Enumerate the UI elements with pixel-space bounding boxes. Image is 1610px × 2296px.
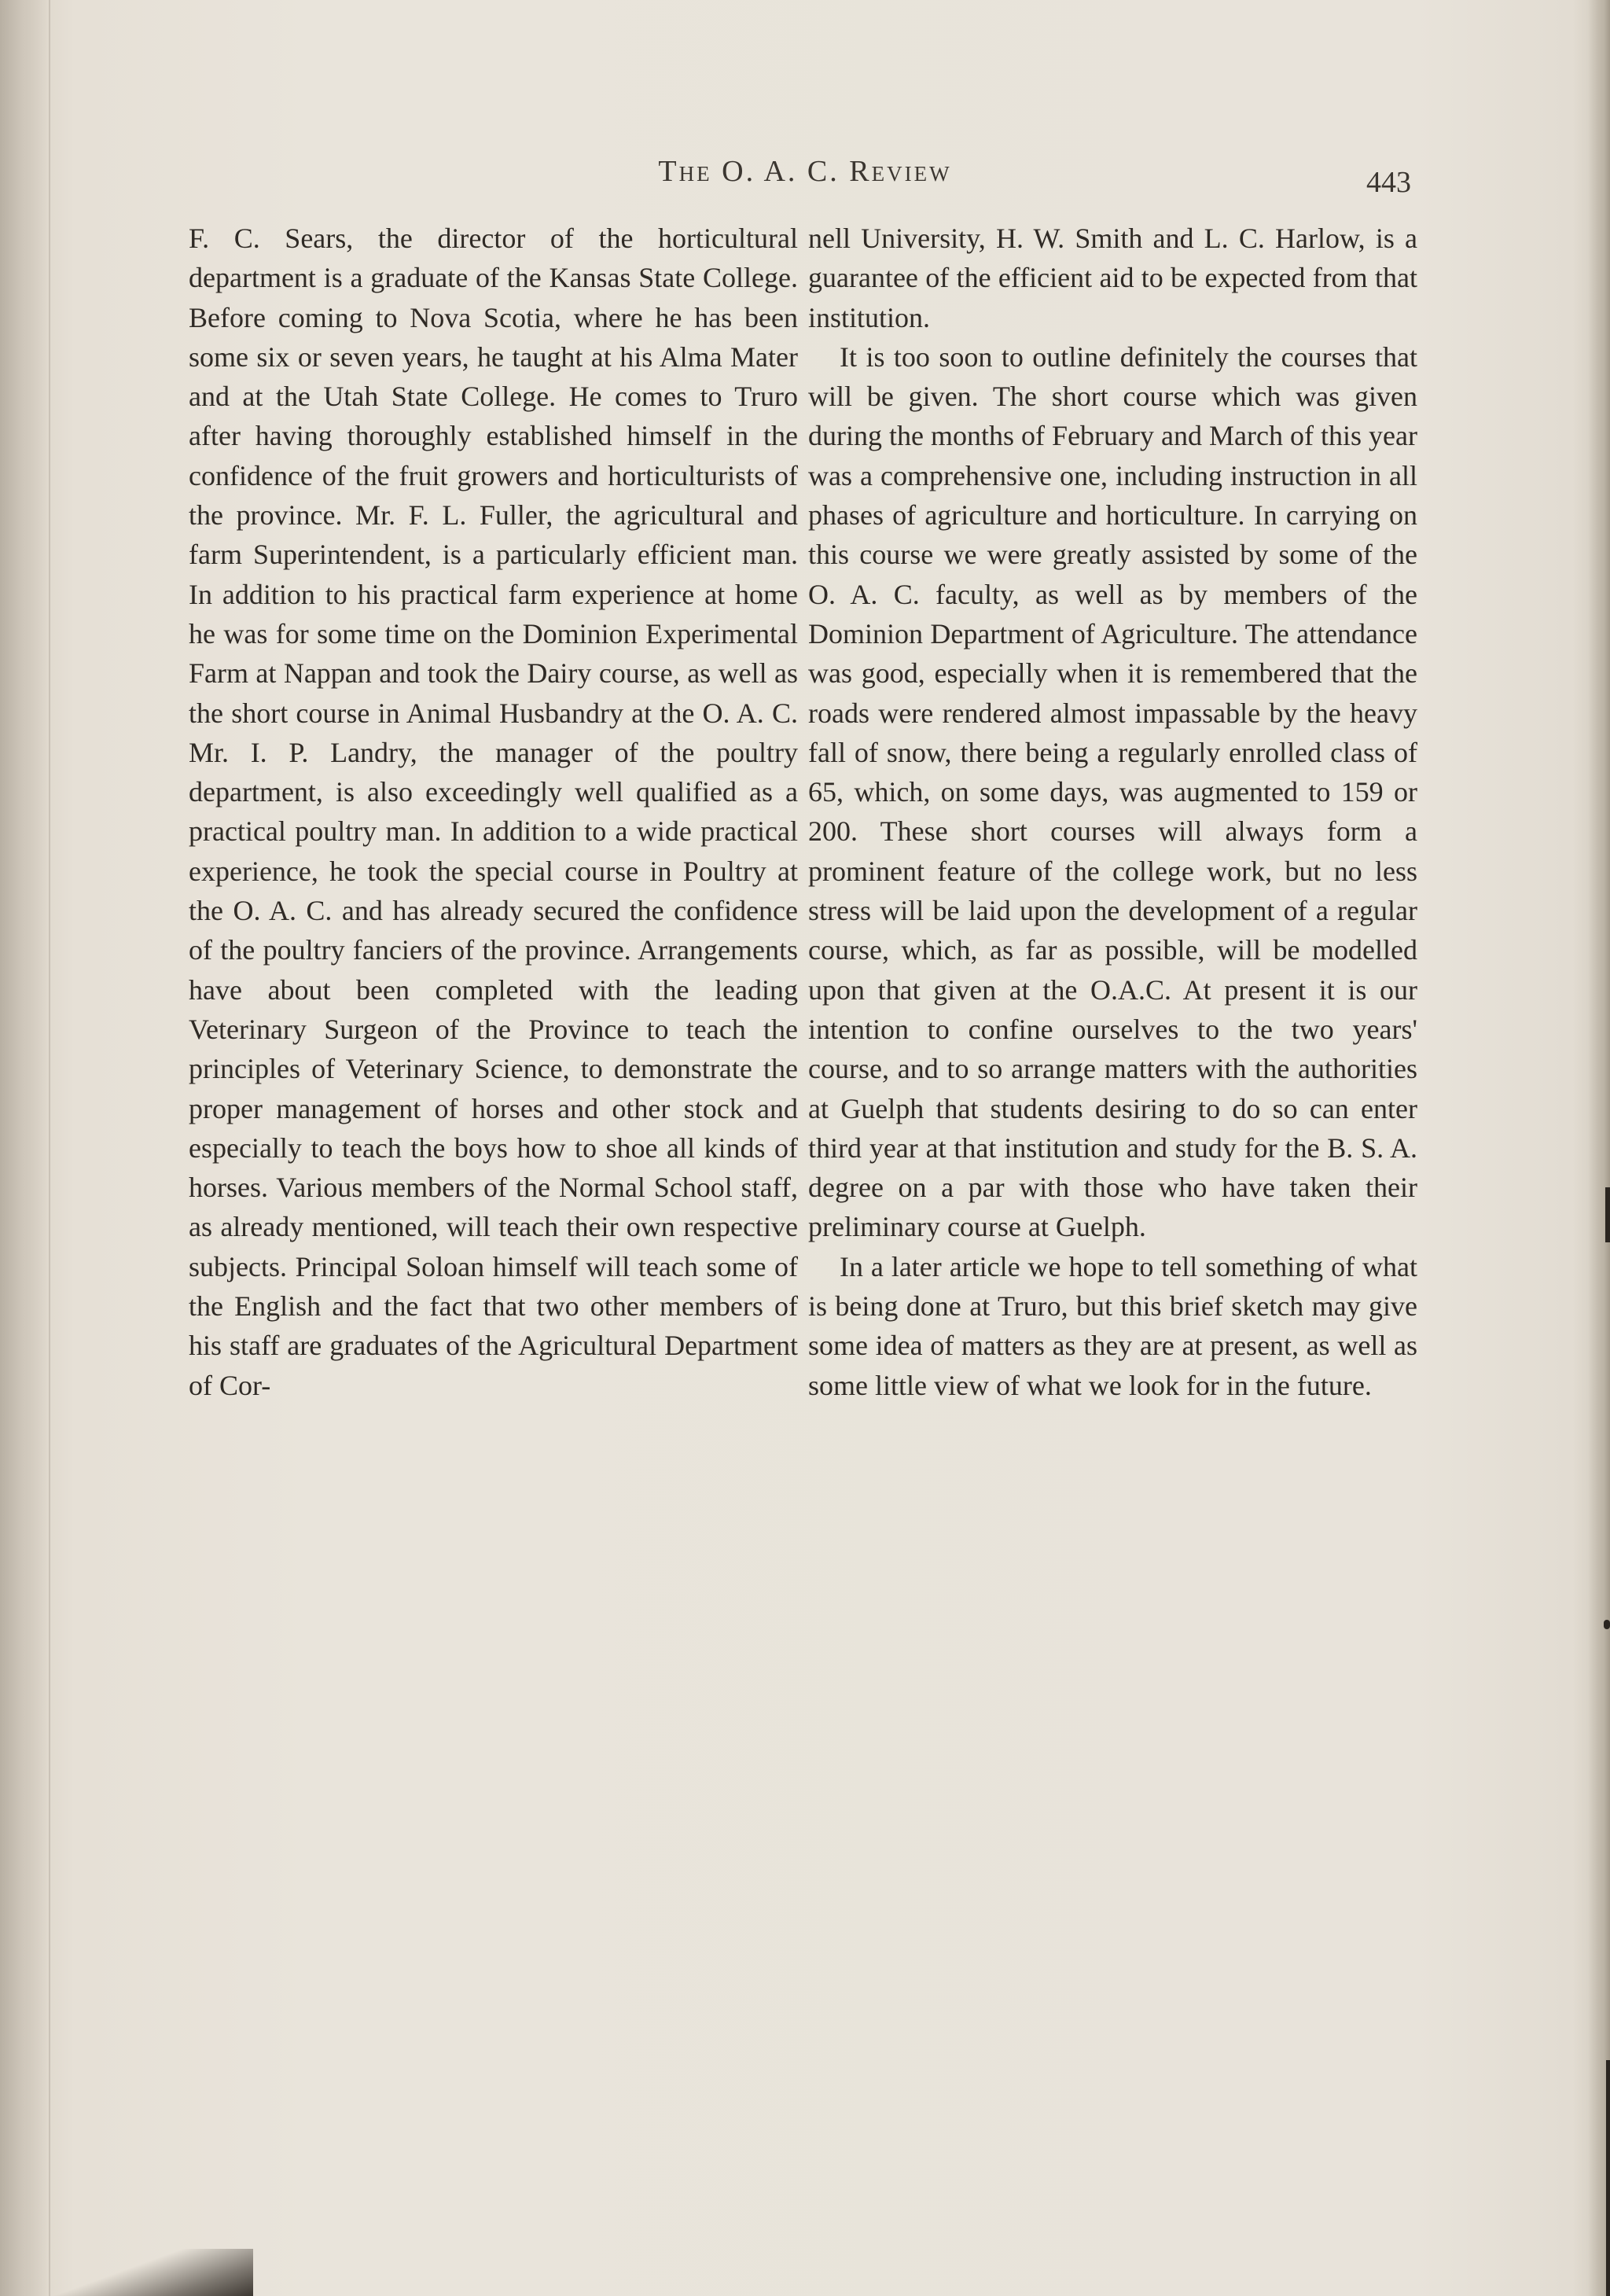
corner-shadow [49, 2249, 253, 2296]
page-number: 443 [1366, 166, 1411, 199]
gutter-line [49, 0, 50, 2296]
running-title: The O. A. C. Review [658, 155, 952, 188]
edge-mark [1606, 2060, 1610, 2296]
paragraph: F. C. Sears, the director of the horticultural department is a graduate of the Kansas State College. Before coming to Nova Scotia, where he has been some six or seven years, he taught at his Alma Mater and at the Utah State College. He comes to Truro after having thoroughly established himself in the confidence of the fruit growers and horticulturists of the province. Mr. F. L. Fuller, the agricultural and farm Superintendent, is a particularly efficient man. In addition to his practical farm experience at home he was for some time on the Dominion Experimental Farm at Nappan and took the Dairy course, as well as the short course in Animal Husbandry at the O. A. C. Mr. I. P. Landry, the manager of the poultry department, is also exceedingly well qualified as a practical poultry man. In addition to a wide practical experience, he took the special course in Poultry at the O. A. C. and has already secured the confidence of the poultry fanciers of the province. Arrangements have about been completed with the leading Veterinary Surgeon of the Province to teach the principles of Veterinary Science, to demonstrate the proper management of horses and other stock and especially to teach the boys how to shoe all kinds of horses. Various members of the Normal School staff, as already mentioned, will teach their own respective subjects. Principal Soloan himself will teach some of the English and the fact that two other members of his staff are graduates of the Agricultural Department of Cor- [189, 223, 798, 1401]
left-column [189, 219, 798, 1405]
edge-mark [1604, 1620, 1610, 1629]
paragraph: In a later article we hope to tell something of what is being done at Truro, but this brief sketch may give some idea of matters as they are at present, as well as some little view of what we look for in the future. [808, 1250, 1417, 1401]
paragraph: It is too soon to outline definitely the courses that will be given. The short course which was given during the months of February and March of this year was a comprehensive one, including instruction in all phases of agriculture and horticulture. In carrying on this course we were greatly assisted by some of the O. A. C. faculty, as well as by members of the Dominion Department of Agriculture. The attendance was good, especially when it is remembered that the roads were rendered almost impassable by the heavy fall of snow, there being a regularly enrolled class of 65, which, on some days, was augmented to 159 or 200. These short courses will always form a prominent feature of the college work, but no less stress will be laid upon the development of a regular course, which, as far as possible, will be modelled upon that given at the O.A.C. At present it is our intention to confine ourselves to the two years' course, and to so arrange matters with the authorities at Guelph that students desiring to do so can enter third year at that institution and study for the B. S. A. degree on a par with those who have taken their preliminary course at Guelph. [808, 340, 1417, 1243]
paragraph: nell University, H. W. Smith and L. C. Harlow, is a guarantee of the efficient aid to be expected from that institution. [808, 223, 1417, 333]
page-edge [1588, 0, 1610, 2296]
page-gutter-shadow [0, 0, 49, 2296]
edge-mark [1605, 1187, 1610, 1242]
right-column [808, 219, 1417, 1405]
